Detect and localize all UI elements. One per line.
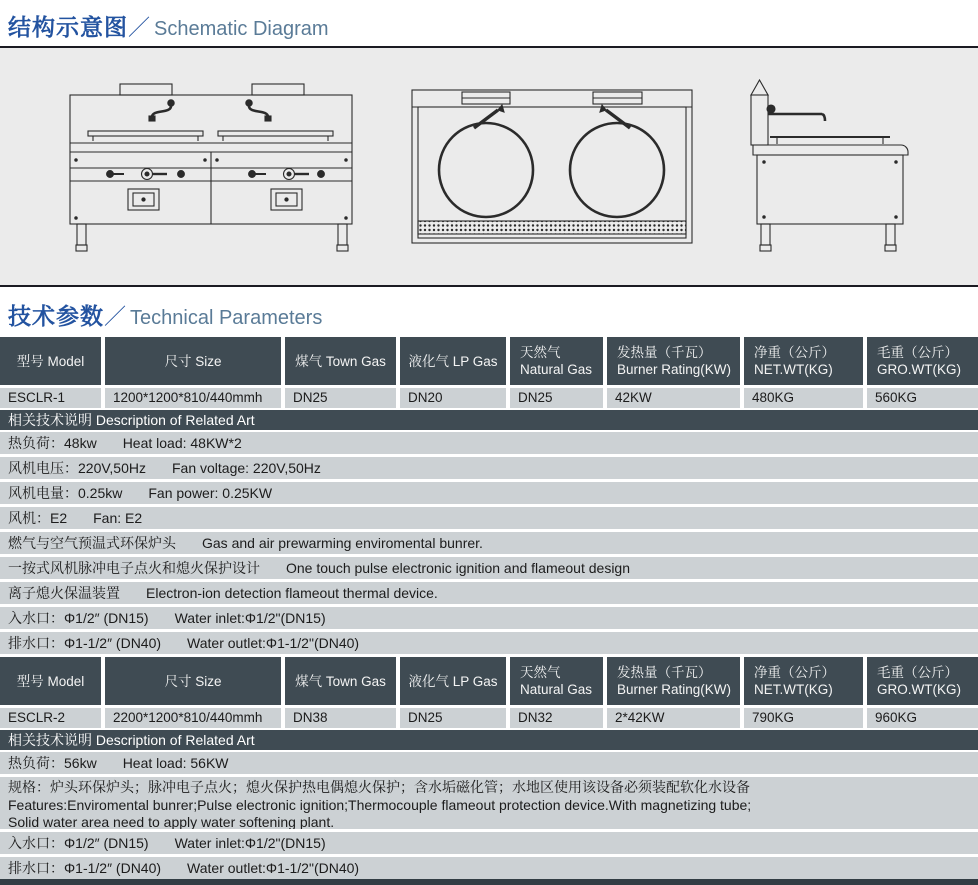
stove-line-drawing [0,48,978,285]
spec-fan-power: 风机电量：0.25kw Fan power: 0.25KW [0,482,978,504]
spec-flameout-device: 离子熄火保温装置 Electron-ion detection flameout thermal device. [0,582,978,604]
spec-water-inlet: 入水口：Φ1/2″ (DN15) Water inlet:Φ1/2"(DN15) [0,832,978,854]
technical-title-zh: 技术参数 [8,303,104,329]
cell-natural-gas: DN32 [510,708,603,728]
cell-gro-wt: 960KG [867,708,978,728]
cell-gro-wt: 560KG [867,388,978,408]
top-view [412,90,692,243]
schematic-title-en: Schematic Diagram [154,18,329,40]
side-view [751,80,908,251]
spec-water-inlet: 入水口：Φ1/2″ (DN15) Water inlet:Φ1/2"(DN15) [0,607,978,629]
spec-heat-load: 热负荷：56kw Heat load: 56KW [0,752,978,774]
cell-burner-rating: 42KW [607,388,740,408]
col-header-burner-rating: 发热量（千瓦） Burner Rating(KW) [607,337,740,385]
cell-lp-gas: DN20 [400,388,506,408]
spec-fan: 风机：E2 Fan: E2 [0,507,978,529]
col-header-size: 尺寸 Size [105,657,281,705]
cell-burner-rating: 2*42KW [607,708,740,728]
col-header-net-wt: 净重（公斤） NET.WT(KG) [744,337,863,385]
cell-model: ESCLR-2 [0,708,101,728]
col-header-town-gas: 煤气 Town Gas [285,657,396,705]
spec-heat-load: 热负荷：48kw Heat load: 48KW*2 [0,432,978,454]
col-header-model: 型号 Model [0,337,101,385]
col-header-size: 尺寸 Size [105,337,281,385]
col-header-gro-wt: 毛重（公斤） GRO.WT(KG) [867,657,978,705]
spec-water-outlet: 排水口：Φ1-1/2″ (DN40) Water outlet:Φ1-1/2"(DN40) [0,632,978,654]
related-art-bar: 相关技术说明 Description of Related Art [0,730,978,750]
spec-burner: 燃气与空气预温式环保炉头 Gas and air prewarming enviromental bunrer. [0,532,978,554]
cell-lp-gas: DN25 [400,708,506,728]
cell-net-wt: 790KG [744,708,863,728]
cell-net-wt: 480KG [744,388,863,408]
spec-table-1 [0,337,978,654]
spec-features: 规格：炉头环保炉头；脉冲电子点火；熄火保护热电偶熄火保护；含水垢磁化管；水地区使用该设备必须装配软化水设备 Features:Enviromental bunrer;Pulse electronic ignition;Thermocouple flameout protection device.With magnetizing tube; Solid water area need to apply water softening plant. [0,777,978,829]
table2-header-row [0,657,978,705]
cell-size: 2200*1200*810/440mmh [105,708,281,728]
spec-water-outlet: 排水口：Φ1-1/2″ (DN40) Water outlet:Φ1-1/2"(DN40) [0,857,978,879]
cell-town-gas: DN38 [285,708,396,728]
technical-title-en: Technical Parameters [130,307,323,329]
col-header-burner-rating: 发热量（千瓦） Burner Rating(KW) [607,657,740,705]
front-view [70,84,352,251]
table1-header-row [0,337,978,385]
table-row [0,708,978,728]
schematic-section-heading [0,0,978,46]
schematic-diagram [0,48,978,287]
col-header-gro-wt: 毛重（公斤） GRO.WT(KG) [867,337,978,385]
col-header-natural-gas: 天然气 Natural Gas [510,657,603,705]
cell-size: 1200*1200*810/440mmh [105,388,281,408]
table-row [0,388,978,408]
title-slash: ／ [128,15,151,40]
col-header-model: 型号 Model [0,657,101,705]
cell-model: ESCLR-1 [0,388,101,408]
col-header-net-wt: 净重（公斤） NET.WT(KG) [744,657,863,705]
title-slash: ／ [104,304,127,329]
spec-ignition: 一按式风机脉冲电子点火和熄火保护设计 One touch pulse electronic ignition and flameout design [0,557,978,579]
footer-bar [0,879,978,885]
col-header-lp-gas: 液化气 LP Gas [400,337,506,385]
col-header-town-gas: 煤气 Town Gas [285,337,396,385]
col-header-natural-gas: 天然气 Natural Gas [510,337,603,385]
cell-town-gas: DN25 [285,388,396,408]
cell-natural-gas: DN25 [510,388,603,408]
spec-table-2 [0,657,978,879]
technical-section-heading [0,287,978,337]
schematic-title-zh: 结构示意图 [8,14,128,40]
spec-fan-voltage: 风机电压：220V,50Hz Fan voltage: 220V,50Hz [0,457,978,479]
related-art-bar: 相关技术说明 Description of Related Art [0,410,978,430]
col-header-lp-gas: 液化气 LP Gas [400,657,506,705]
